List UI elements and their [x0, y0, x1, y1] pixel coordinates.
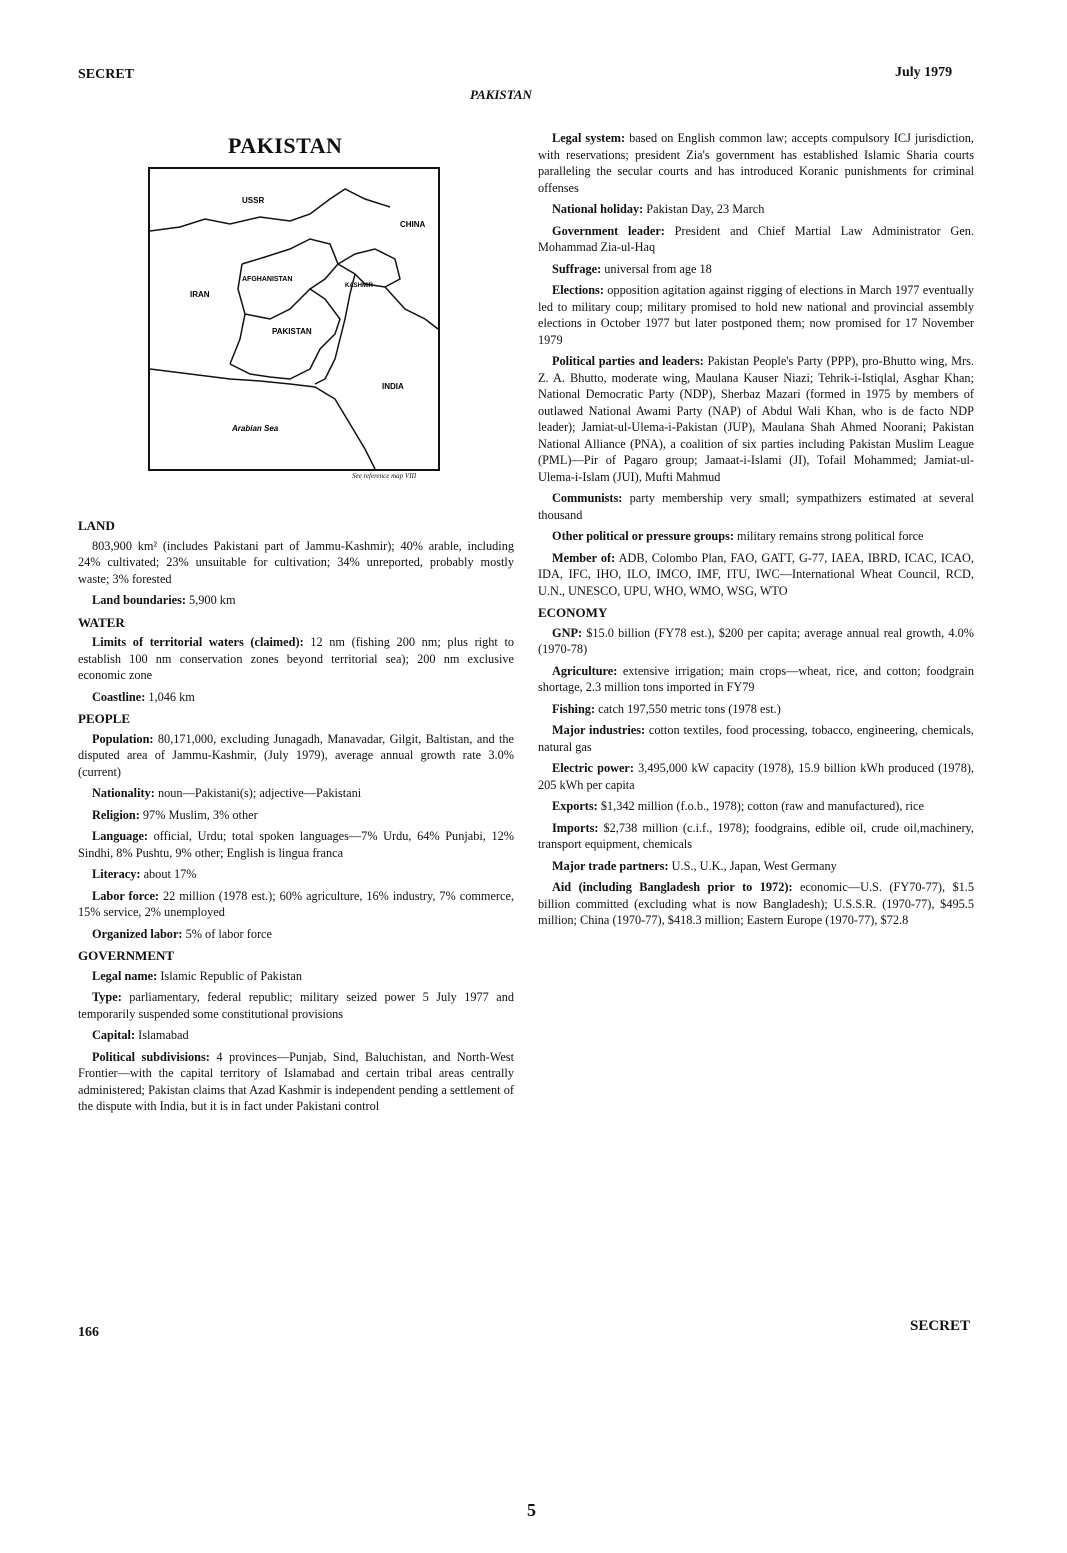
religion: Religion: 97% Muslim, 3% other [92, 807, 258, 822]
national-holiday: National holiday: Pakistan Day, 23 March [552, 202, 765, 216]
land-area: 803,900 km² (includes Pakistani part of Jammu-Kashmir); 40% arable, including 24% cultivated; 23% unsuitable for cultivation; 34% unreported, probably mostly waste; 3% forested [78, 538, 514, 586]
label-china: CHINA [400, 220, 426, 229]
label-ussr: USSR [242, 196, 265, 205]
organized-labor: Organized labor: 5% of labor force [92, 926, 272, 941]
label-afghanistan: AFGHANISTAN [242, 276, 293, 283]
section-land-heading: LAND [78, 518, 115, 533]
nationality: Nationality: noun—Pakistani(s); adjective—Pakistani [92, 786, 362, 800]
page-number: 5 [527, 1500, 536, 1520]
major-industries: Major industries: cotton textiles, food processing, tobacco, engineering, chemicals, natural gas [538, 723, 974, 754]
section-people-heading: PEOPLE [78, 711, 131, 726]
land-boundaries: Land boundaries: 5,900 km [92, 593, 236, 607]
elections: Elections: opposition agitation against rigging of elections in March 1977 eventually led to military coup; military promised to hold new national and provincial assembly elections in October 1977 but later postponed them; now promised for 17 November 1979 [538, 283, 974, 347]
map-graphic [150, 169, 438, 469]
label-iran: IRAN [190, 290, 210, 299]
territorial-waters: Limits of territorial waters (claimed): 12 nm (fishing 200 nm; plus right to establish 100 nm conservation zones beyond territorial sea); 200 nm exclusive economic zone [78, 635, 515, 682]
map-figure [148, 167, 440, 471]
capital: Capital: Islamabad [92, 1028, 189, 1042]
labor-force: Labor force: 22 million (1978 est.); 60% agriculture, 16% industry, 7% commerce, 15% service, 2% unemployed [78, 888, 515, 919]
gnp: GNP: $15.0 billion (FY78 est.), $200 per capita; average annual real growth, 4.0% (1970-78) [538, 625, 974, 656]
exports: Exports: $1,342 million (f.o.b., 1978); cotton (raw and manufactured), rice [552, 799, 924, 813]
coastline [150, 369, 375, 469]
label-india: INDIA [382, 382, 404, 391]
government-leader: Government leader: President and Chief Martial Law Administrator Gen. Mohammad Zia-ul-Haq [538, 223, 974, 254]
agriculture: Agriculture: extensive irrigation; main crops—wheat, rice, and cotton; foodgrain shortage, 2.3 million tons imported in FY79 [538, 663, 974, 694]
map-caption: See reference map VIII [352, 472, 417, 480]
literacy: Literacy: about 17% [92, 867, 197, 881]
fishing: Fishing: catch 197,550 metric tons (1978 est.) [552, 701, 781, 716]
communists: Communists: party membership very small; sympathizers estimated at several thousand [538, 491, 974, 522]
political-parties: Political parties and leaders: Pakistan People's Party (PPP), pro-Bhutto wing, Mrs. Z. A. Bhutto, moderate wing, Maulana Kauser Niazi; Tehrik-i-Istiqlal, Asghar Khan; National Democratic Party (NDP), Sherbaz Mazari (formed in 1975 by members of outlawed National Awami Party (NAP) of Abdul Wali Khan, who is de facto NDP leader); Jamiat-ul-Ulema-i-Pakistan (JUP), Maulana Shah Ahmed Noorani; Pakistan National Alliance (PNA), a coalition of six parties including Pakistan Muslim League (PML)—Pir of Pagaro group; Jamaat-i-Islami (JI), Tofail Mohammed; Jamiat-ul-Ulema-i-Islam (JUI), Mufti Mahmud [538, 354, 974, 484]
left-column [78, 512, 514, 1120]
label-pakistan: PAKISTAN [272, 327, 312, 336]
coastline-text: Coastline: 1,046 km [92, 689, 195, 704]
member-of: Member of: ADB, Colombo Plan, FAO, GATT, G-77, IAEA, IBRD, ICAC, ICAO, IDA, IFC, IHO, ILO, IMCO, IMF, ITU, IWC—International Wheat Council, RCD, U.N., UNESCO, UPU, WHO, WMO, WSG, WTO [538, 550, 974, 598]
running-title: PAKISTAN [470, 87, 532, 102]
ussr-border [150, 189, 390, 231]
political-subdivisions: Political subdivisions: 4 provinces—Punjab, Sind, Baluchistan, and North-West Frontier—with the capital territory of Islamabad and certain tribal areas centrally administered; Pakistan claims that Azad Kashmir is independent pending a settlement of the dispute with India, but it is in fact under Pakistani control [78, 1049, 514, 1113]
classification-top: SECRET [78, 67, 135, 82]
imports: Imports: $2,738 million (c.i.f., 1978); foodgrains, edible oil, crude oil,machinery, transport equipment, chemicals [538, 820, 974, 851]
aid: Aid (including Bangladesh prior to 1972): economic—U.S. (FY70-77), $1.5 billion committed (excluding what is now Bangladesh); U.S.S.R. (1970-77), $495.5 million; China (1970-77), $418.3 million; Eastern Europe (1970-77), $72.8 [538, 880, 975, 927]
section-government-heading: GOVERNMENT [78, 948, 175, 963]
label-kashmir: KASHMIR [345, 283, 373, 289]
government-type: Type: parliamentary, federal republic; military seized power 5 July 1977 and temporarily suspended some constitutional provisions [78, 990, 514, 1021]
trade-partners: Major trade partners: U.S., U.K., Japan, West Germany [552, 858, 837, 873]
population: Population: 80,171,000, excluding Junagadh, Manavadar, Gilgit, Baltistan, and the disputed area of Jammu-Kashmir, (July 1979), average annual growth rate 3.0% (current) [78, 731, 514, 779]
legal-name: Legal name: Islamic Republic of Pakistan [92, 968, 303, 983]
document-date: July 1979 [895, 65, 953, 80]
suffrage: Suffrage: universal from age 18 [552, 261, 712, 276]
page-number-left: 166 [78, 1325, 99, 1340]
right-column [538, 130, 974, 934]
pressure-groups: Other political or pressure groups: military remains strong political force [552, 529, 924, 543]
language: Language: official, Urdu; total spoken languages—7% Urdu, 64% Punjabi, 12% Sindhi, 8% Pushtu, 9% other; English is lingua franca [78, 829, 514, 860]
label-arabian-sea: Arabian Sea [232, 424, 279, 433]
electric-power: Electric power: 3,495,000 kW capacity (1978), 15.9 billion kWh produced (1978), 205 kWh per capita [538, 761, 975, 792]
classification-bottom: SECRET [910, 1318, 971, 1334]
section-economy-heading: ECONOMY [538, 605, 608, 620]
kashmir-border [338, 249, 400, 287]
india-border [385, 287, 438, 329]
legal-system: Legal system: based on English common law; accepts compulsory ICJ jurisdiction, with reservations; president Zia's government has established Islamic Sharia courts paralleling the secular courts and has introduced Koranic punishments for criminal offenses [538, 131, 975, 195]
section-water-heading: WATER [78, 614, 125, 630]
page-title: PAKISTAN [228, 133, 343, 158]
